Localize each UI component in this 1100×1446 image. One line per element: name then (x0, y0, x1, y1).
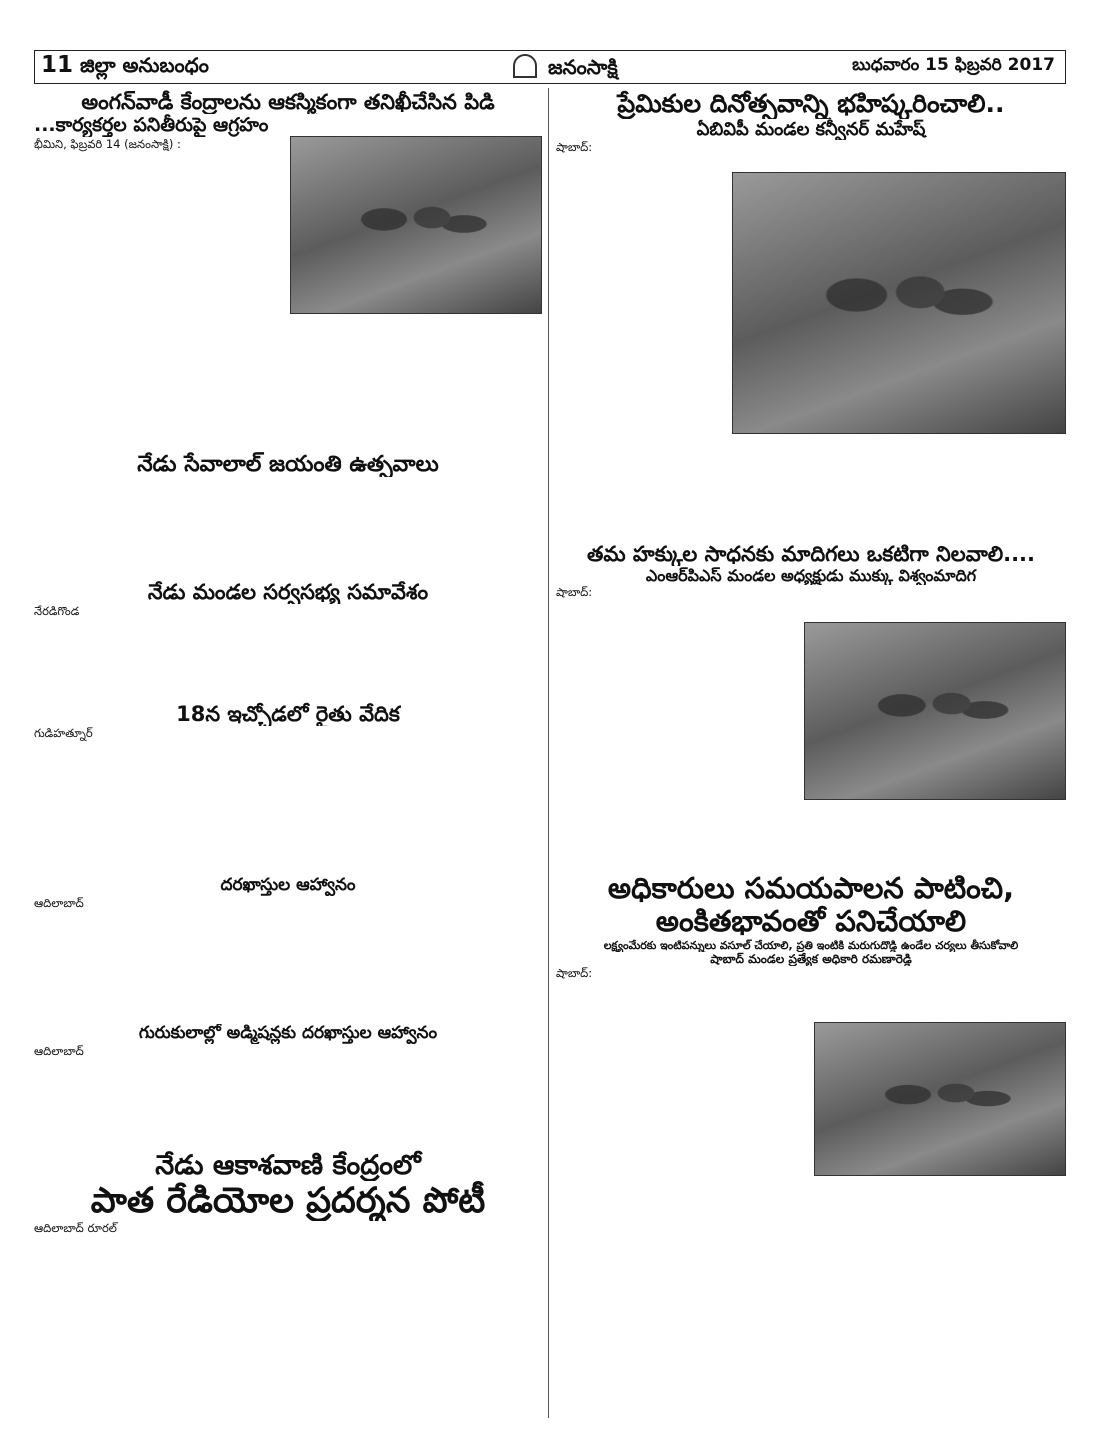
paper-logo (513, 54, 618, 84)
headline-line-2: పాత రేడియోల ప్రదర్శన పోటీ (90, 1181, 486, 1222)
news-photo (814, 1022, 1066, 1176)
article-raithu-vedika (34, 702, 542, 872)
section-name: జిల్లా అనుబంధం (79, 53, 209, 77)
paper-name: జనంసాక్షి (547, 55, 618, 79)
dateline: గుడిహత్నూర్‌ (34, 726, 93, 741)
headline: నేడు ఆకాశవాణి కేంద్రంలో (155, 1150, 421, 1181)
article-applications (34, 876, 542, 1022)
subheadline: ఏబివిపీ మండల కన్వీనర్‌ మహేష్‌ (696, 118, 926, 140)
masthead (34, 50, 1066, 84)
dateline: షాబాద్‌: (556, 585, 593, 600)
masthead-left (41, 52, 209, 82)
headline: నేడు సేవాలాల్‌ జయంతి ఉత్సవాలు (137, 452, 439, 477)
article-anganwadi (34, 90, 542, 450)
page-number: 11 (41, 52, 74, 78)
headline-line-2: అంకితభావంతో పనిచేయాలి (655, 905, 967, 939)
news-photo (732, 172, 1066, 434)
headline: తమ హక్కుల సాధనకు మాదిగలు ఒకటిగా నిలవాలి.... (586, 542, 1036, 566)
dateline: నేరడిగొండ (34, 604, 80, 619)
dateline: షాబాద్‌: (556, 140, 593, 155)
article-officials (556, 872, 1066, 1418)
dateline: ఆదిలాబాద్‌ (34, 1043, 84, 1058)
headline: గురుకులాల్లో అడ్మిషన్లకు దరఖాస్తుల ఆహ్వానం (138, 1024, 438, 1043)
subheadline-line-2: షాబాద్‌ మండల ప్రత్యేక అధికారి రమణారెడ్డి (710, 951, 912, 966)
article-sevalal (34, 452, 542, 572)
issue-date: బుధవారం 15 ఫిబ్రవరి 2017 (852, 55, 1055, 75)
article-mandal-meeting (34, 580, 542, 698)
headline: దరఖాస్తుల ఆహ్వానం (220, 876, 356, 895)
news-photo (804, 622, 1066, 800)
article-valentines (556, 90, 1066, 538)
article-gurukul (34, 1024, 542, 1146)
paper-emblem-icon (513, 54, 537, 78)
subheadline: ఎంఆర్‌పిఎస్‌ మండల అధ్యక్షుడు ముక్కు విశ్వంమాదిగ (645, 566, 977, 586)
article-madiga (556, 542, 1066, 868)
dateline: ఆదిలాబాద్‌ (34, 895, 84, 910)
subheadline: ...కార్యకర్తల పనితీరుపై ఆగ్రహం (34, 114, 269, 137)
headline: నేడు మండల సర్వసభ్య సమావేశం (147, 580, 429, 604)
article-radio (34, 1150, 542, 1416)
headline: అధికారులు సమయపాలన పాటించి, (607, 872, 1015, 905)
dateline: ఆదిలాబాద్‌ రూరల్‌ (34, 1221, 117, 1236)
headline: అంగన్‌వాడీ కేంద్రాలను ఆకస్మికంగా తనిఖీచేసిన పిడి (81, 90, 495, 114)
subheadline: లక్ష్యంమేరకు ఇంటిపన్నులు వసూల్‌ చేయాలి, ప్రతి ఇంటికి మరుగుదొడ్డి ఉండేల చర్యలు తీసుకోవాలి (603, 938, 1019, 952)
headline: ప్రేమికుల దినోత్సవాన్ని భహిష్కరించాలి.. (617, 90, 1005, 118)
column-divider (548, 88, 549, 1418)
dateline: షాబాద్‌: (556, 966, 593, 981)
news-photo (290, 136, 542, 314)
headline: 18న ఇచ్చోడలో రైతు వేదిక (176, 702, 400, 726)
dateline: భీమిని, ఫిబ్రవరి 14 (జనంసాక్షి) : (34, 136, 181, 151)
